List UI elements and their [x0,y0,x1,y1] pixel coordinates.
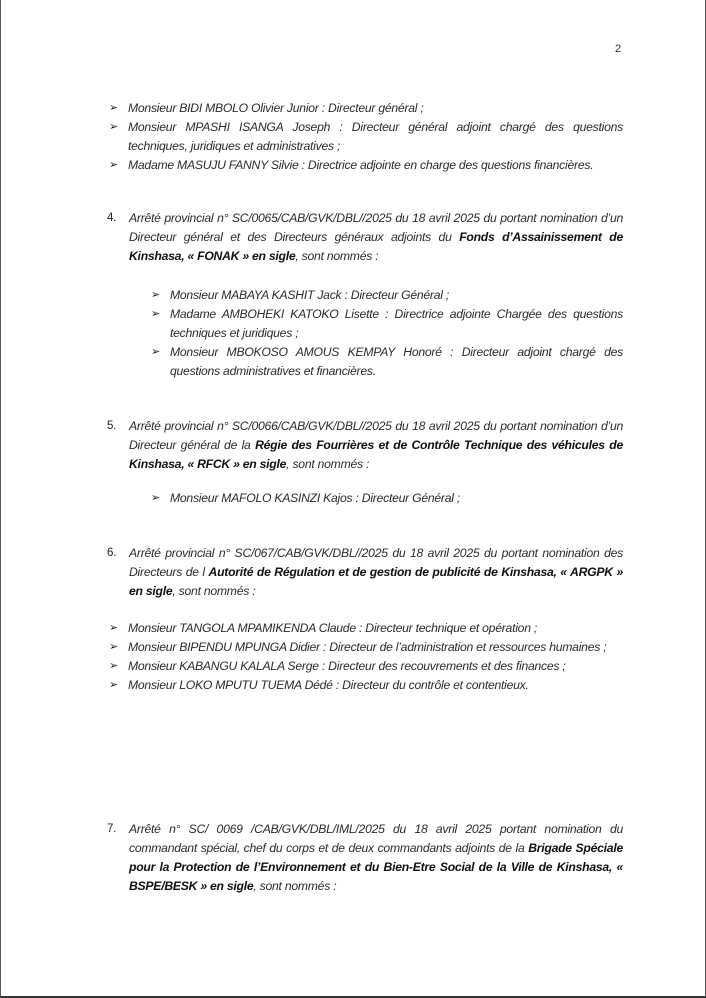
decree-paragraph: Arrêté provincial n° SC/0065/CAB/GVK/DBL//2025 du 18 avril 2025 du portant nomination d’un Directeur général et des Directeurs généraux adjoints du Fonds d’Assainissement de Kinshasa, « FONAK » en sigle, sont nommés : [129,211,624,263]
page-number: 2 [615,43,622,55]
decree-paragraph: Arrêté provincial n° SC/067/CAB/GVK/DBL//2025 du 18 avril 2025 du portant nomination des Directeurs de l Autorité de Régulation et de gestion de publicité de Kinshasa, « ARGPK » en sigle, sont nommés : [129,546,623,598]
arrow-bullet-icon: ➢ [109,102,118,114]
list-item: ➢ Monsieur BIPENDU MPUNGA Didier : Directeur de l’administration et ressources humaines ; [109,638,623,657]
decree-item-5 [107,417,623,474]
list-item: ➢ Madame AMBOHEKI KATOKO Lisette : Directrice adjointe Chargée des questions techniques et juridiques ; [151,307,623,340]
arrow-bullet-icon: ➢ [151,308,160,320]
arrow-bullet-icon: ➢ [151,492,160,504]
appointee-list-4 [151,286,623,381]
arrow-bullet-icon: ➢ [151,346,160,358]
list-item: ➢ Monsieur TANGOLA MPAMIKENDA Claude : Directeur technique et opération ; [109,619,623,638]
decree-paragraph: Arrêté n° SC/ 0069 /CAB/GVK/DBL/IML/2025 du 18 avril 2025 portant nomination du commandant spécial, chef du corps et de deux commandants adjoints de la Brigade Spéciale pour la Protection de l’Environnement et du Bien-Etre Social de la Ville de Kinshasa, « BSPE/BESK » en sigle, sont nommés : [129,822,623,893]
arrow-bullet-icon: ➢ [151,289,160,301]
organization-name: Régie des Fourrières et de Contrôle Technique des véhicules de Kinshasa, « RFCK » en sigle [129,438,624,471]
organization-name: Brigade Spéciale pour la Protection de l’Environnement et du Bien-Etre Social de la Ville de Kinshasa, « BSPE/BESK » en sigle [129,841,623,893]
list-item: ➢ Monsieur MABAYA KASHIT Jack : Directeur Général ; [151,286,623,305]
decree-item-7 [107,820,623,896]
arrow-bullet-icon: ➢ [109,660,118,672]
organization-name: Autorité de Régulation et de gestion de publicité de Kinshasa, « ARGPK » en sigle [129,565,623,598]
item-number: 4. [107,212,117,224]
decree-paragraph: Arrêté provincial n° SC/0066/CAB/GVK/DBL//2025 du 18 avril 2025 du portant nomination d’un Directeur général de la Régie des Fourrières et de Contrôle Technique des véhicules de Kinshasa, « RFCK » en sigle, sont nommés : [129,419,624,471]
list-item: ➢ Monsieur KABANGU KALALA Serge : Directeur des recouvrements et des finances ; [109,657,623,676]
top-appointee-list [109,99,623,175]
list-item: ➢ Monsieur MAFOLO KASINZI Kajos : Directeur Général ; [151,489,623,508]
decree-item-4 [107,209,623,266]
decree-item-6 [107,544,623,601]
arrow-bullet-icon: ➢ [109,641,118,653]
item-number: 7. [107,823,117,835]
list-item: ➢ Monsieur MPASHI ISANGA Joseph : Directeur général adjoint chargé des questions techniques, juridiques et administratives ; [109,120,623,153]
appointee-list-6 [109,619,623,695]
list-item: ➢ Monsieur MBOKOSO AMOUS KEMPAY Honoré : Directeur adjoint chargé des questions administratives et financières. [151,345,623,378]
organization-name: Fonds d’Assainissement de Kinshasa, « FONAK » en sigle [129,230,624,263]
list-item: ➢ Madame MASUJU FANNY Silvie : Directrice adjointe en charge des questions financières. [109,156,623,175]
item-number: 5. [107,420,117,432]
appointee-list-5 [151,489,623,508]
list-item: ➢ Monsieur BIDI MBOLO Olivier Junior : Directeur général ; [109,99,623,118]
list-item: ➢ Monsieur LOKO MPUTU TUEMA Dédé : Directeur du contrôle et contentieux. [109,676,623,695]
arrow-bullet-icon: ➢ [109,121,118,133]
arrow-bullet-icon: ➢ [109,622,118,634]
item-number: 6. [107,547,117,559]
arrow-bullet-icon: ➢ [109,679,118,691]
arrow-bullet-icon: ➢ [109,159,118,171]
